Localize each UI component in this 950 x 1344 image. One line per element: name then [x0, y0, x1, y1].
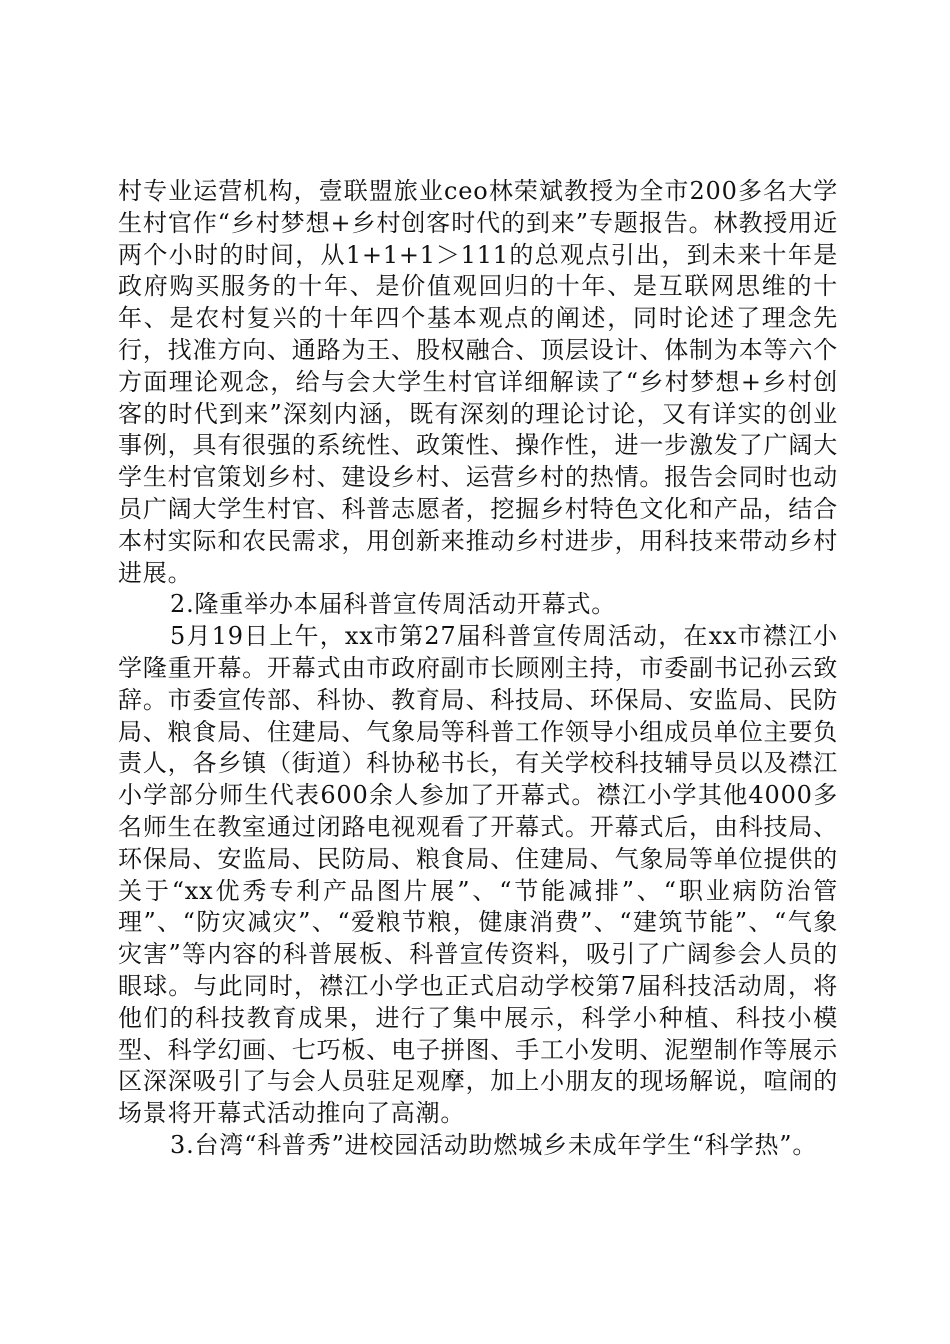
paragraph-opening-ceremony: 5月19日上午，xx市第27届科普宣传周活动，在xx市襟江小学隆重开幕。开幕式由市政府副市长顾刚主持，市委副书记孙云致辞。市委宣传部、科协、教育局、科技局、环保局、安监局、民防局、粮食局、住建局、气象局等科普工作领导小组成员单位主要负责人，各乡镇（街道）科协秘书长，有关学校科技辅导员以及襟江小学部分师生代表600余人参加了开幕式。襟江小学其他4000多名师生在教室通过闭路电视观看了开幕式。开幕式后，由科技局、环保局、安监局、民防局、粮食局、住建局、气象局等单位提供的关于“xx优秀专利产品图片展”、“节能减排”、“职业病防治管理”、“防灾减灾”、“爱粮节粮，健康消费”、“建筑节能”、“气象灾害”等内容的科普展板、科普宣传资料，吸引了广阔参会人员的眼球。与此同时，襟江小学也正式启动学校第7届科技活动周，将他们的科技教育成果，进行了集中展示，科学小种植、科技小模型、科学幻画、七巧板、电子拼图、手工小发明、泥塑制作等展示区深深吸引了与会人员驻足观摩，加上小朋友的现场解说，喧闹的场景将开幕式活动推向了高潮。: [118, 622, 838, 1128]
section-heading-3: 3.台湾“科普秀”进校园活动助燃城乡未成年学生“科学热”。: [170, 1130, 818, 1159]
document-body: [118, 176, 838, 1162]
section-heading-2: 2.隆重举办本届科普宣传周活动开幕式。: [170, 590, 617, 619]
paragraph-continuation: 村专业运营机构，壹联盟旅业ceo林荣斌教授为全市200多名大学生村官作“乡村梦想+乡村创客时代的到来”专题报告。林教授用近两个小时的时间，从1+1+1＞111的总观点引出，到未来十年是政府购买服务的十年、是价值观回归的十年、是互联网思维的十年、是农村复兴的十年四个基本观点的阐述，同时论述了理念先行，找准方向、通路为王、股权融合、顶层设计、体制为本等六个方面理论观念，给与会大学生村官详细解读了“乡村梦想+乡村创客的时代到来”深刻内涵，既有深刻的理论讨论，又有详实的创业事例，具有很强的系统性、政策性、操作性，进一步激发了广阔大学生村官策划乡村、建设乡村、运营乡村的热情。报告会同时也动员广阔大学生村官、科普志愿者，挖掘乡村特色文化和产品，结合本村实际和农民需求，用创新来推动乡村进步，用科技来带动乡村进展。: [118, 177, 838, 587]
